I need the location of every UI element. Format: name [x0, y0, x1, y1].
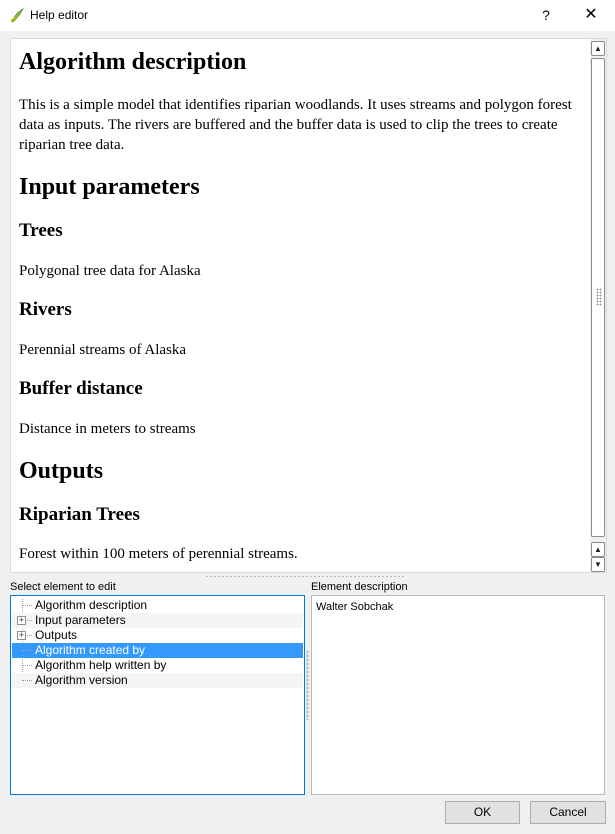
tree-item-algorithm-created-by[interactable]	[12, 643, 303, 658]
text-algorithm-description: This is a simple model that identifies riparian woodlands. It uses streams and polygon forest data as inputs. The rivers are buffered and the buffer data is used to clip the trees to create riparian tree data.	[19, 97, 572, 153]
tree-branch	[22, 605, 32, 606]
expand-icon[interactable]: +	[18, 630, 25, 640]
qgis-icon	[9, 7, 25, 23]
text-buffer-distance: Distance in meters to streams	[19, 421, 196, 437]
tree-item-algorithm-help-written-by[interactable]	[12, 658, 303, 673]
heading-riparian-trees: Riparian Trees	[19, 504, 140, 525]
scroll-up-button[interactable]: ▲	[591, 41, 605, 56]
help-preview	[10, 38, 607, 573]
title-bar	[0, 0, 615, 31]
tree-item-label: Algorithm version	[35, 673, 128, 687]
element-description-text: Walter Sobchak	[316, 601, 394, 613]
tree-branch	[22, 680, 32, 681]
tree-item-label: Input parameters	[35, 613, 126, 627]
heading-trees: Trees	[19, 220, 63, 241]
tree-item-input-parameters[interactable]	[12, 613, 303, 628]
tree-item-outputs[interactable]	[12, 628, 303, 643]
scroll-up-button-lower[interactable]: ▲	[591, 542, 605, 557]
heading-outputs: Outputs	[19, 458, 104, 484]
tree-item-label: Algorithm created by	[35, 643, 146, 657]
tree-branch	[22, 650, 32, 651]
text-rivers: Perennial streams of Alaska	[19, 342, 187, 358]
element-tree[interactable]	[10, 595, 305, 795]
vertical-scrollbar[interactable]	[590, 39, 607, 572]
grip-icon	[596, 288, 602, 306]
tree-item-label: Algorithm help written by	[35, 658, 167, 672]
scroll-down-button[interactable]: ▼	[591, 557, 605, 572]
ok-button[interactable]: OK	[445, 801, 520, 824]
element-description-label: Element description	[311, 581, 408, 593]
tree-item-algorithm-version[interactable]	[12, 673, 303, 688]
scroll-thumb[interactable]	[591, 58, 605, 537]
heading-rivers: Rivers	[19, 299, 72, 320]
heading-input-parameters: Input parameters	[19, 174, 200, 200]
expand-icon[interactable]: +	[18, 615, 25, 625]
text-trees: Polygonal tree data for Alaska	[19, 263, 201, 279]
cancel-button[interactable]: Cancel	[530, 801, 606, 824]
element-description-editor[interactable]	[311, 595, 605, 795]
horizontal-splitter-handle[interactable]	[205, 575, 405, 578]
help-button[interactable]: ?	[542, 7, 550, 23]
vertical-splitter-handle[interactable]	[306, 650, 309, 720]
help-document	[11, 39, 589, 572]
close-button[interactable]: ✕	[584, 6, 598, 23]
heading-algorithm-description: Algorithm description	[19, 49, 247, 75]
tree-item-label: Algorithm description	[35, 598, 148, 612]
select-element-label: Select element to edit	[10, 581, 116, 593]
tree-item-algorithm-description[interactable]	[12, 598, 303, 613]
window-title: Help editor	[30, 8, 89, 22]
heading-buffer-distance: Buffer distance	[19, 378, 143, 399]
tree-item-label: Outputs	[35, 628, 78, 642]
tree-branch	[22, 665, 32, 666]
text-riparian-trees: Forest within 100 meters of perennial streams.	[19, 546, 298, 562]
